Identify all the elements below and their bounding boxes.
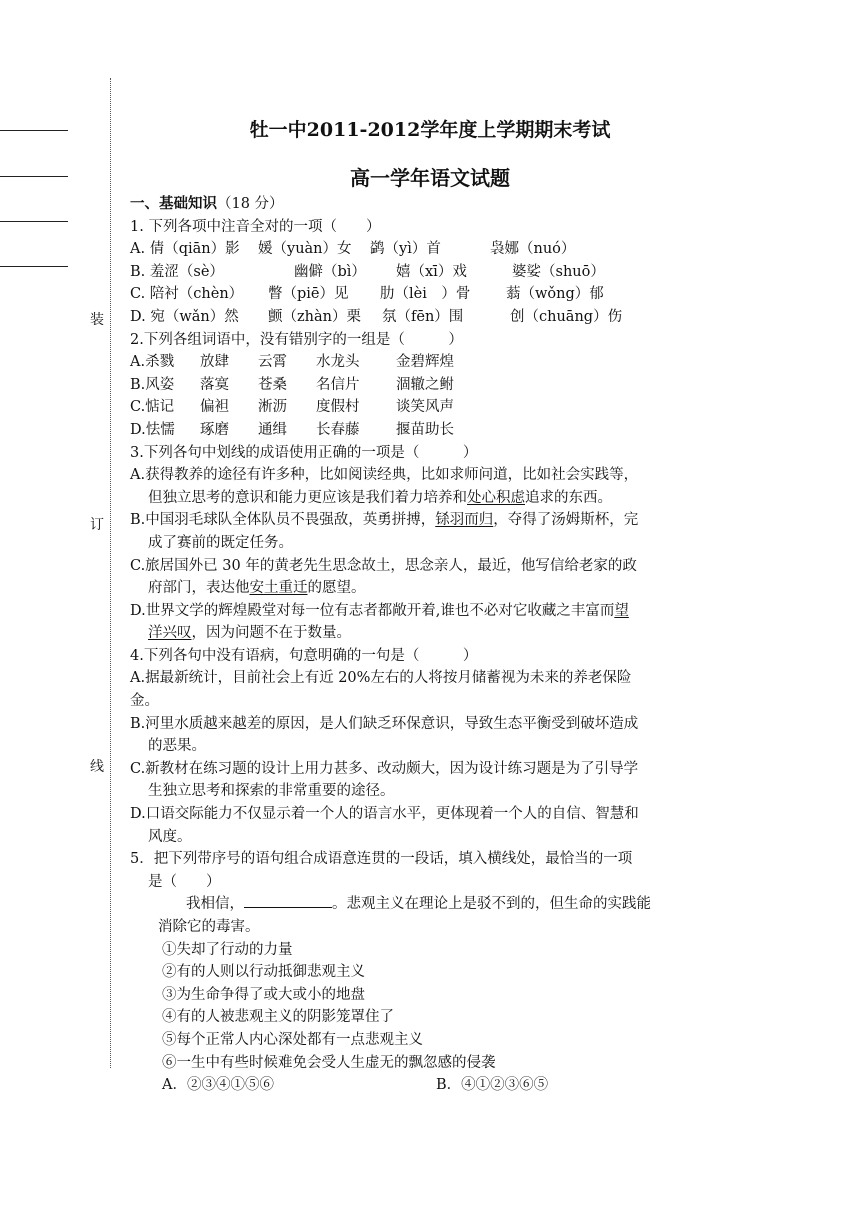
seat-blank-line: [0, 266, 68, 267]
q5-item-1: ①失却了行动的力量: [162, 941, 293, 958]
underlined-idiom: 安土重迁: [249, 580, 308, 597]
q5-passage-line1: 我相信， 。悲观主义在理论上是驳不到的，但生命的实践能: [130, 893, 734, 916]
q3-option-d-line2: 洋兴叹，因为问题不在于数量。: [148, 625, 351, 642]
binding-char-ding: 订: [90, 517, 104, 533]
q2-option-b: B.风姿 落寞 苍桑 名信片 涸辙之鲋: [130, 376, 454, 393]
exam-content: [130, 193, 734, 1097]
q3-option-a-line1: A.获得教养的途径有许多种，比如阅读经典，比如求师问道，比如社会实践等，: [130, 467, 639, 484]
q1-option-d: D. 宛（wǎn）然 颤（zhàn）栗 氛（fēn）围 创（chuāng）伤: [130, 308, 623, 325]
q3-option-b-line1: B.中国羽毛球队全体队员不畏强敌，英勇拼搏，铩羽而归，夺得了汤姆斯杯，完: [130, 512, 639, 529]
q4-option-a-line2: 金。: [130, 693, 159, 710]
q5-choices: [130, 1074, 734, 1097]
q5-item-4: ④有的人被悲观主义的阴影笼罩住了: [162, 1009, 394, 1026]
section-heading: 一、基础知识（18 分）: [130, 195, 284, 212]
q4-option-d-line2: 风度。: [148, 828, 192, 845]
q5-stem-line1: 5．把下列带序号的语句组合成语意连贯的一段话，填入横线处，最恰当的一项: [130, 851, 633, 868]
section-score: （18 分）: [217, 196, 284, 212]
q5-item-5: ⑤每个正常人内心深处都有一点悲观主义: [162, 1031, 423, 1048]
q4-option-b-line2: 的恶果。: [148, 738, 206, 755]
q2-option-a: A.杀戮 放肆 云霄 水龙头 金碧辉煌: [130, 354, 454, 371]
number-blank-line: [0, 221, 68, 222]
q5-passage-line2: 消除它的毒害。: [158, 919, 260, 935]
q3-option-c-line2: 府部门，表达他安土重迁的愿望。: [148, 580, 366, 597]
q2-stem: 2.下列各组词语中，没有错别字的一组是（ ）: [130, 331, 463, 348]
underlined-idiom: 处心积虑: [467, 489, 525, 506]
underlined-idiom-part1: 望: [614, 602, 629, 619]
answer-blank: [244, 893, 332, 908]
q3-option-b-line2: 成了赛前的既定任务。: [148, 534, 293, 551]
q5-stem-line2: 是（ ）: [148, 873, 221, 890]
q3-option-a-line2: 但独立思考的意识和能力更应该是我们着力培养和处心积虑追求的东西。: [148, 489, 612, 506]
q1-option-b: B. 羞涩（sè） 幽僻（bì） 嬉（xī）戏 婆娑（shuō）: [130, 263, 605, 280]
exam-title: 牡一中2011-2012学年度上学期期末考试: [249, 119, 611, 141]
binding-dotted-line: [110, 78, 111, 1068]
q1-option-a: A. 倩（qiān）影 媛（yuàn）女 鹢（yì）首 袅娜（nuó）: [130, 241, 576, 258]
q2-option-c: C.惦记 偏袒 淅沥 度假村 谈笑风声: [130, 399, 454, 416]
q1-option-c: C. 陪衬（chèn） 瞥（piē）见 肋（lèi ）骨 蓊（wǒng）郁: [130, 286, 604, 303]
q4-stem: 4.下列各句中没有语病，句意明确的一句是（ ）: [130, 647, 478, 664]
q5-item-6: ⑥一生中有些时候难免会受人生虚无的飘忽感的侵袭: [162, 1054, 496, 1071]
q3-stem: 3.下列各句中划线的成语使用正确的一项是（ ）: [130, 444, 478, 461]
underlined-idiom-part2: 洋兴叹: [148, 625, 192, 642]
q4-option-c-line2: 生独立思考和探索的非常重要的途径。: [148, 783, 395, 800]
binding-char-zhuang: 装: [90, 312, 104, 328]
q1-stem: 1. 下列各项中注音全对的一项（ ）: [130, 218, 381, 235]
q2-option-d: D.怯懦 琢磨 通缉 长春藤 揠苗助长: [130, 421, 454, 438]
q4-option-a-line1: A.据最新统计，目前社会上有近 20%左右的人将按月储蓄视为未来的养老保险: [130, 670, 632, 687]
q4-option-c-line1: C.新教材在练习题的设计上用力甚多、改动颇大，因为设计练习题是为了引导学: [130, 760, 639, 777]
binding-char-xian: 线: [90, 759, 104, 775]
q3-option-c-line1: C.旅居国外已 30 年的黄老先生思念故土，思念亲人，最近，他写信给老家的政: [130, 557, 637, 574]
q4-option-d-line1: D.口语交际能力不仅显示着一个人的语言水平，更体现着一个人的自信、智慧和: [130, 806, 639, 823]
q3-option-d-line1: D.世界文学的辉煌殿堂对每一位有志者都敞开着,谁也不必对它收藏之丰富而望: [130, 602, 629, 619]
q5-item-2: ②有的人则以行动抵御悲观主义: [162, 964, 365, 981]
q5-choice-a: A．②③④①⑤⑥: [162, 1077, 274, 1094]
q5-choice-b: B．④①②③⑥⑤: [436, 1077, 549, 1094]
underlined-idiom: 铩羽而归: [435, 512, 494, 529]
exam-subtitle: 高一学年语文试题: [350, 166, 510, 190]
q5-item-3: ③为生命争得了或大或小的地盘: [162, 986, 365, 1003]
q4-option-b-line1: B.河里水质越来越差的原因，是人们缺乏环保意识，导致生态平衡受到破坏造成: [130, 715, 639, 732]
